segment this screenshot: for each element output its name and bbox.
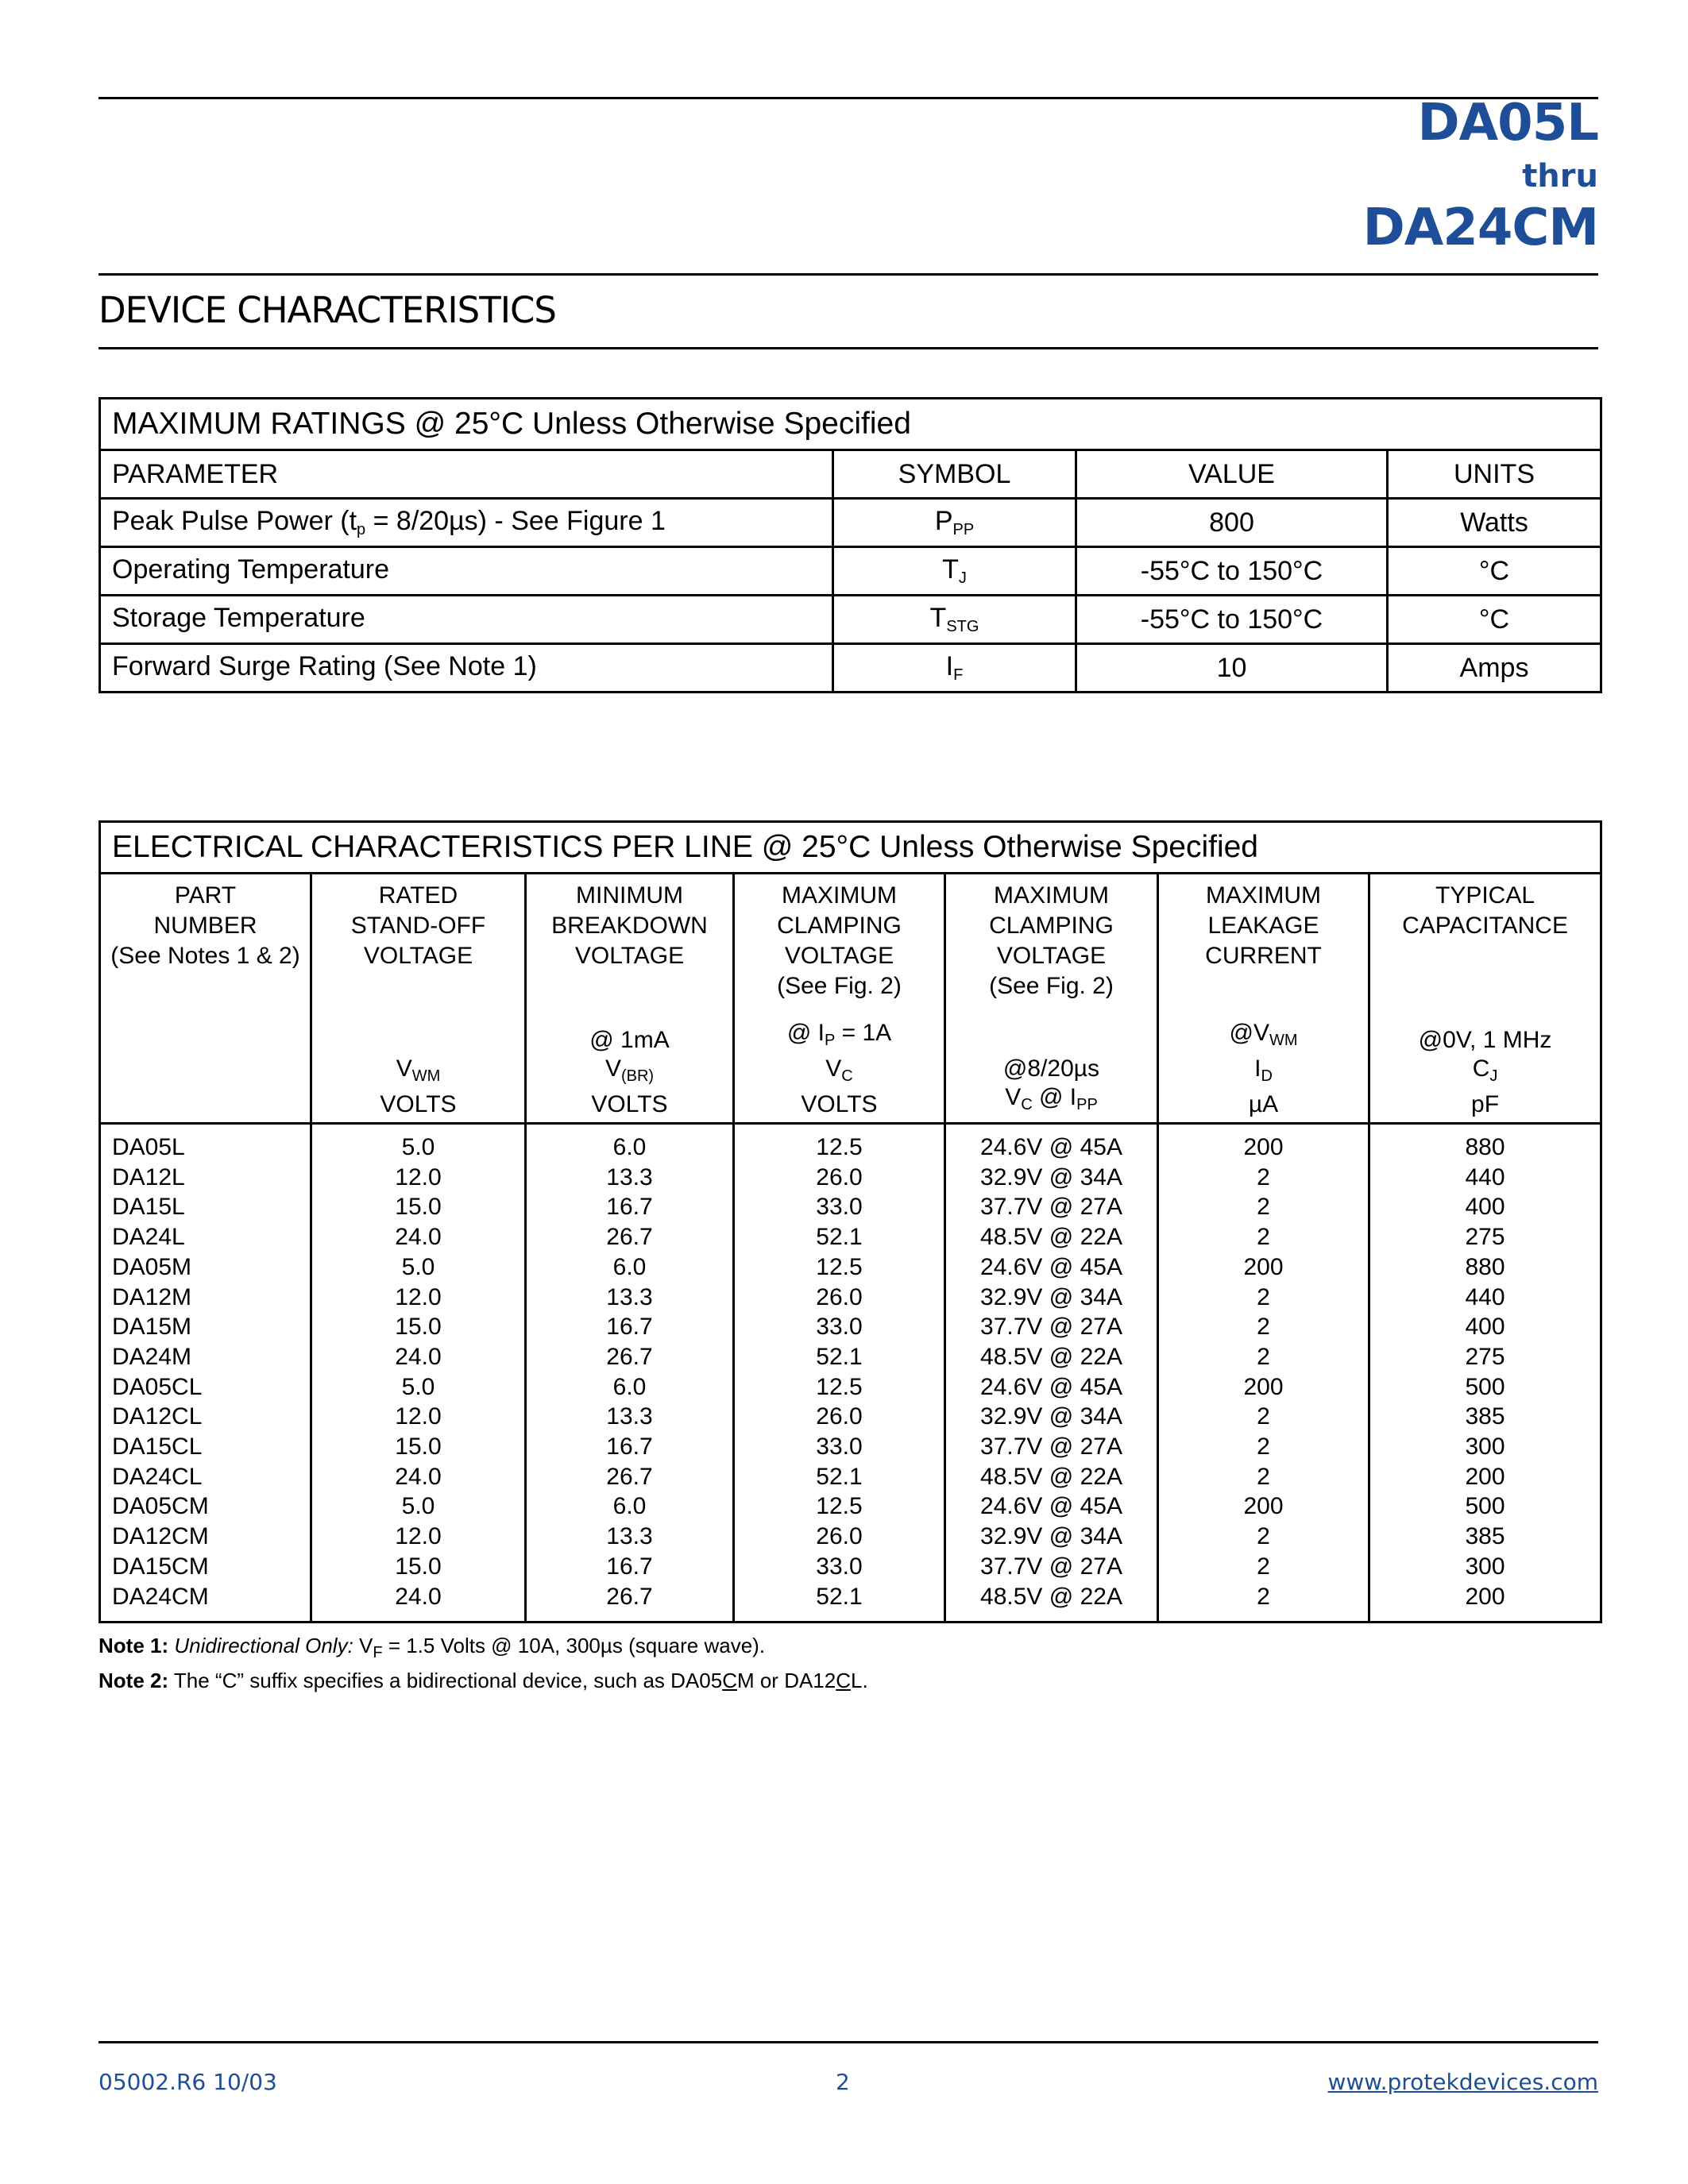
thru-text: thru xyxy=(1522,158,1598,195)
electrical-caption: ELECTRICAL CHARACTERISTICS PER LINE @ 25°C Unless Otherwise Specified xyxy=(100,822,1601,874)
max-ratings-table xyxy=(98,397,1602,693)
header-line: MAXIMUM xyxy=(994,882,1109,909)
table-cell: 26.0 xyxy=(816,1403,863,1430)
part-from: DA05L xyxy=(1417,94,1598,152)
table-cell: 33.0 xyxy=(816,1553,863,1580)
header-parameter: PARAMETER xyxy=(100,450,833,499)
table-cell: 275 xyxy=(1465,1343,1505,1370)
part-number: DA24M xyxy=(112,1343,192,1370)
table-cell: 32.9V @ 34A xyxy=(980,1163,1122,1190)
table-cell: 385 xyxy=(1465,1523,1505,1550)
table-cell: 2 xyxy=(1257,1314,1270,1341)
value-cell: 10 xyxy=(1076,644,1388,693)
header-line: STAND-OFF xyxy=(350,913,486,939)
table-cell: 400 xyxy=(1465,1194,1505,1221)
table-cell: 5.0 xyxy=(401,1253,435,1280)
table-cell: 24.6V @ 45A xyxy=(980,1493,1122,1520)
symbol-cell: $I_F$ xyxy=(833,644,1076,693)
table-cell: 24.0 xyxy=(395,1224,442,1251)
table-cell: 48.5V @ 22A xyxy=(980,1343,1122,1370)
header-unit-line: @0V, 1 MHz xyxy=(1418,1027,1552,1053)
note-1-text: = 1.5 Volts @ 10A, 300µs (square wave). xyxy=(382,1634,766,1657)
note-1-symbol: V xyxy=(359,1634,373,1657)
table-cell: 2 xyxy=(1257,1433,1270,1461)
table-cell: 13.3 xyxy=(606,1403,653,1430)
table-cell: 440 xyxy=(1465,1163,1505,1190)
part-to: DA24CM xyxy=(1362,199,1598,257)
table-cell: 16.7 xyxy=(606,1314,653,1341)
header-line: MAXIMUM xyxy=(1206,882,1321,909)
note-2 xyxy=(98,1667,868,1695)
header-line: VOLTAGE xyxy=(996,943,1107,969)
part-range-title xyxy=(1363,94,1598,257)
column-header xyxy=(1369,874,1601,1124)
table-cell: 2 xyxy=(1257,1463,1270,1490)
table-cell: 385 xyxy=(1465,1403,1505,1430)
max-ratings-row xyxy=(100,596,1601,644)
table-cell: 48.5V @ 22A xyxy=(980,1463,1122,1490)
notes xyxy=(98,1632,868,1695)
header-unit-line: $@V_{WM}$ xyxy=(1229,1020,1298,1049)
data-column xyxy=(1158,1124,1369,1623)
header-unit-line: $I_D$ xyxy=(1254,1055,1273,1085)
note-1-label: Note 1: xyxy=(98,1634,169,1657)
part-number: DA24CM xyxy=(112,1583,209,1610)
header-unit-line: $V_{(BR)}$ xyxy=(605,1055,655,1085)
table-cell: 52.1 xyxy=(816,1224,863,1251)
symbol-cell: $T_J$ xyxy=(833,547,1076,596)
website-link[interactable]: www.protekdevices.com xyxy=(1327,2069,1598,2095)
table-cell: 2 xyxy=(1257,1343,1270,1370)
part-number: DA05CM xyxy=(112,1493,209,1520)
header-line: (See Fig. 2) xyxy=(989,973,1114,999)
table-cell: 26.7 xyxy=(606,1224,653,1251)
header-line: (See Fig. 2) xyxy=(777,973,902,999)
header-unit-line: @ $I_P = 1A$ xyxy=(786,1020,892,1049)
header-line: VOLTAGE xyxy=(574,943,685,969)
max-ratings-row xyxy=(100,547,1601,596)
table-cell: 52.1 xyxy=(816,1343,863,1370)
table-cell: 48.5V @ 22A xyxy=(980,1224,1122,1251)
note-1-italic: Unidirectional Only: xyxy=(174,1634,353,1657)
header-unit-line: @ 1mA xyxy=(589,1027,670,1053)
header-line: CURRENT xyxy=(1205,943,1322,969)
header-line: VOLTAGE xyxy=(784,943,894,969)
header-unit-line: VOLTS xyxy=(801,1091,878,1117)
table-cell: 2 xyxy=(1257,1224,1270,1251)
header-line: CLAMPING xyxy=(777,913,902,939)
table-cell: 13.3 xyxy=(606,1283,653,1310)
table-cell: 37.7V @ 27A xyxy=(980,1314,1122,1341)
table-cell: 6.0 xyxy=(612,1373,647,1400)
header-unit-line: pF xyxy=(1471,1091,1500,1117)
table-cell: 24.6V @ 45A xyxy=(980,1253,1122,1280)
header-unit-line: $V_C$ xyxy=(825,1055,853,1085)
table-cell: 2 xyxy=(1257,1283,1270,1310)
table-cell: 200 xyxy=(1243,1373,1284,1400)
table-cell: 12.0 xyxy=(395,1403,442,1430)
table-cell: 16.7 xyxy=(606,1553,653,1580)
table-cell: 500 xyxy=(1465,1373,1505,1400)
part-number: DA12M xyxy=(112,1283,192,1310)
table-cell: 26.7 xyxy=(606,1343,653,1370)
column-header xyxy=(734,874,945,1124)
part-number: DA24L xyxy=(112,1224,185,1251)
table-cell: 880 xyxy=(1465,1134,1505,1160)
table-cell: 32.9V @ 34A xyxy=(980,1523,1122,1550)
units-cell: °C xyxy=(1388,596,1601,644)
title-rule xyxy=(98,273,1598,276)
units-cell: Amps xyxy=(1388,644,1601,693)
data-column xyxy=(734,1124,945,1623)
units-cell: Watts xyxy=(1388,499,1601,547)
table-cell: 15.0 xyxy=(395,1194,442,1221)
table-cell: 52.1 xyxy=(816,1583,863,1610)
parameter-cell: Storage Temperature xyxy=(100,596,833,644)
doc-id: 05002.R6 10/03 xyxy=(98,2069,277,2095)
electrical-header-row xyxy=(100,874,1601,1124)
table-cell: 5.0 xyxy=(401,1493,435,1520)
max-ratings-header-row xyxy=(100,450,1601,499)
data-column xyxy=(526,1124,734,1623)
table-cell: 32.9V @ 34A xyxy=(980,1403,1122,1430)
part-number: DA05M xyxy=(112,1253,192,1280)
part-number: DA15CL xyxy=(112,1433,203,1461)
max-ratings-row xyxy=(100,644,1601,693)
table-cell: 2 xyxy=(1257,1553,1270,1580)
header-unit-line: $C_J$ xyxy=(1472,1055,1498,1085)
note-2-underline-2: C xyxy=(836,1669,852,1692)
table-cell: 5.0 xyxy=(401,1134,435,1160)
page-number: 2 xyxy=(836,2069,850,2095)
symbol-cell: $T_{STG}$ xyxy=(833,596,1076,644)
table-cell: 12.5 xyxy=(816,1373,863,1400)
table-cell: 200 xyxy=(1243,1493,1284,1520)
part-number: DA12CL xyxy=(112,1403,203,1430)
note-2-underline-1: C xyxy=(722,1669,737,1692)
table-cell: 2 xyxy=(1257,1403,1270,1430)
table-cell: 33.0 xyxy=(816,1194,863,1221)
electrical-data-block xyxy=(100,1124,1601,1623)
table-cell: 48.5V @ 22A xyxy=(980,1583,1122,1610)
table-cell: 12.5 xyxy=(816,1253,863,1280)
table-cell: 12.5 xyxy=(816,1493,863,1520)
table-cell: 880 xyxy=(1465,1253,1505,1280)
header-line: CLAMPING xyxy=(989,913,1114,939)
part-number: DA24CL xyxy=(112,1463,203,1490)
table-cell: 2 xyxy=(1257,1163,1270,1190)
table-cell: 32.9V @ 34A xyxy=(980,1283,1122,1310)
note-1 xyxy=(98,1632,868,1667)
table-cell: 15.0 xyxy=(395,1314,442,1341)
data-column xyxy=(100,1124,311,1623)
header-unit-line: µA xyxy=(1248,1091,1279,1117)
table-cell: 15.0 xyxy=(395,1433,442,1461)
table-cell: 200 xyxy=(1243,1134,1284,1160)
table-cell: 13.3 xyxy=(606,1523,653,1550)
table-cell: 5.0 xyxy=(401,1373,435,1400)
table-cell: 37.7V @ 27A xyxy=(980,1433,1122,1461)
table-cell: 24.0 xyxy=(395,1343,442,1370)
header-unit-line: VOLTS xyxy=(591,1091,668,1117)
table-cell: 300 xyxy=(1465,1553,1505,1580)
data-column xyxy=(311,1124,526,1623)
note-2-text: The “C” suffix specifies a bidirectional device, such as DA05 xyxy=(173,1669,723,1692)
table-cell: 400 xyxy=(1465,1314,1505,1341)
table-cell: 26.7 xyxy=(606,1463,653,1490)
header-line: MAXIMUM xyxy=(782,882,897,909)
table-cell: 12.0 xyxy=(395,1283,442,1310)
part-number: DA05L xyxy=(112,1134,185,1160)
table-cell: 33.0 xyxy=(816,1314,863,1341)
note-2-label: Note 2: xyxy=(98,1669,169,1692)
part-number: DA15M xyxy=(112,1314,192,1341)
data-column xyxy=(1369,1124,1601,1623)
header-unit-line: $V_{WM}$ xyxy=(396,1055,441,1085)
header-units: UNITS xyxy=(1388,450,1601,499)
value-cell: 800 xyxy=(1076,499,1388,547)
part-number: DA12CM xyxy=(112,1523,209,1550)
column-header xyxy=(311,874,526,1124)
table-cell: 6.0 xyxy=(612,1493,647,1520)
header-line: LEAKAGE xyxy=(1207,913,1319,939)
table-cell: 275 xyxy=(1465,1224,1505,1251)
table-cell: 200 xyxy=(1243,1253,1284,1280)
table-cell: 2 xyxy=(1257,1523,1270,1550)
part-number: DA12L xyxy=(112,1163,185,1190)
table-cell: 26.0 xyxy=(816,1523,863,1550)
section-title: DEVICE CHARACTERISTICS xyxy=(98,289,556,331)
value-cell: -55°C to 150°C xyxy=(1076,547,1388,596)
table-cell: 33.0 xyxy=(816,1433,863,1461)
table-cell: 37.7V @ 27A xyxy=(980,1194,1122,1221)
table-cell: 52.1 xyxy=(816,1463,863,1490)
table-cell: 24.6V @ 45A xyxy=(980,1373,1122,1400)
table-cell: 15.0 xyxy=(395,1553,442,1580)
section-rule xyxy=(98,347,1598,349)
parameter-cell: Operating Temperature xyxy=(100,547,833,596)
column-header xyxy=(945,874,1158,1124)
header-line: (See Notes 1 & 2) xyxy=(110,943,300,969)
table-cell: 200 xyxy=(1465,1583,1505,1610)
table-cell: 200 xyxy=(1465,1463,1505,1490)
table-cell: 24.0 xyxy=(395,1583,442,1610)
table-cell: 16.7 xyxy=(606,1433,653,1461)
max-ratings-row xyxy=(100,499,1601,547)
data-column xyxy=(945,1124,1158,1623)
value-cell: -55°C to 150°C xyxy=(1076,596,1388,644)
table-cell: 16.7 xyxy=(606,1194,653,1221)
electrical-characteristics-table xyxy=(98,820,1602,1623)
part-number: DA15L xyxy=(112,1194,185,1221)
table-cell: 37.7V @ 27A xyxy=(980,1553,1122,1580)
units-cell: °C xyxy=(1388,547,1601,596)
column-header xyxy=(100,874,311,1124)
table-cell: 24.6V @ 45A xyxy=(980,1134,1122,1160)
table-cell: 13.3 xyxy=(606,1163,653,1190)
table-cell: 12.0 xyxy=(395,1523,442,1550)
table-cell: 12.0 xyxy=(395,1163,442,1190)
header-unit-line: $V_C$ @ $I_{PP}$ xyxy=(1005,1084,1098,1113)
table-cell: 12.5 xyxy=(816,1134,863,1160)
parameter-cell: Peak Pulse Power $(t_p = 8/20\mu s)$ - See Figure 1 xyxy=(100,499,833,547)
table-cell: 24.0 xyxy=(395,1463,442,1490)
header-unit-line: @8/20µs xyxy=(1002,1055,1100,1082)
header-line: NUMBER xyxy=(153,913,257,939)
symbol-cell: $P_{PP}$ xyxy=(833,499,1076,547)
note-2-mid: M or DA12 xyxy=(736,1669,836,1692)
header-unit-line: VOLTS xyxy=(380,1091,457,1117)
header-line: TYPICAL xyxy=(1435,882,1535,909)
header-symbol: SYMBOL xyxy=(833,450,1076,499)
table-cell: 6.0 xyxy=(612,1253,647,1280)
table-cell: 440 xyxy=(1465,1283,1505,1310)
column-header xyxy=(1158,874,1369,1124)
table-cell: 300 xyxy=(1465,1433,1505,1461)
table-cell: 26.0 xyxy=(816,1283,863,1310)
header-line: MINIMUM xyxy=(576,882,683,909)
header-line: PART xyxy=(174,882,237,909)
part-number: DA05CL xyxy=(112,1373,203,1400)
header-line: BREAKDOWN xyxy=(551,913,708,939)
table-cell: 500 xyxy=(1465,1493,1505,1520)
header-value: VALUE xyxy=(1076,450,1388,499)
header-line: CAPACITANCE xyxy=(1402,913,1568,939)
footer-rule xyxy=(98,2041,1598,2043)
note-1-sub: F xyxy=(373,1644,383,1661)
parameter-cell: Forward Surge Rating (See Note 1) xyxy=(100,644,833,693)
column-header xyxy=(526,874,734,1124)
table-cell: 2 xyxy=(1257,1194,1270,1221)
header-line: VOLTAGE xyxy=(363,943,473,969)
max-ratings-caption: MAXIMUM RATINGS @ 25°C Unless Otherwise Specified xyxy=(100,399,1601,450)
part-number: DA15CM xyxy=(112,1553,209,1580)
table-cell: 2 xyxy=(1257,1583,1270,1610)
header-line: RATED xyxy=(378,882,458,909)
note-2-end: L. xyxy=(851,1669,868,1692)
table-cell: 26.7 xyxy=(606,1583,653,1610)
table-cell: 6.0 xyxy=(612,1134,647,1160)
table-cell: 26.0 xyxy=(816,1163,863,1190)
